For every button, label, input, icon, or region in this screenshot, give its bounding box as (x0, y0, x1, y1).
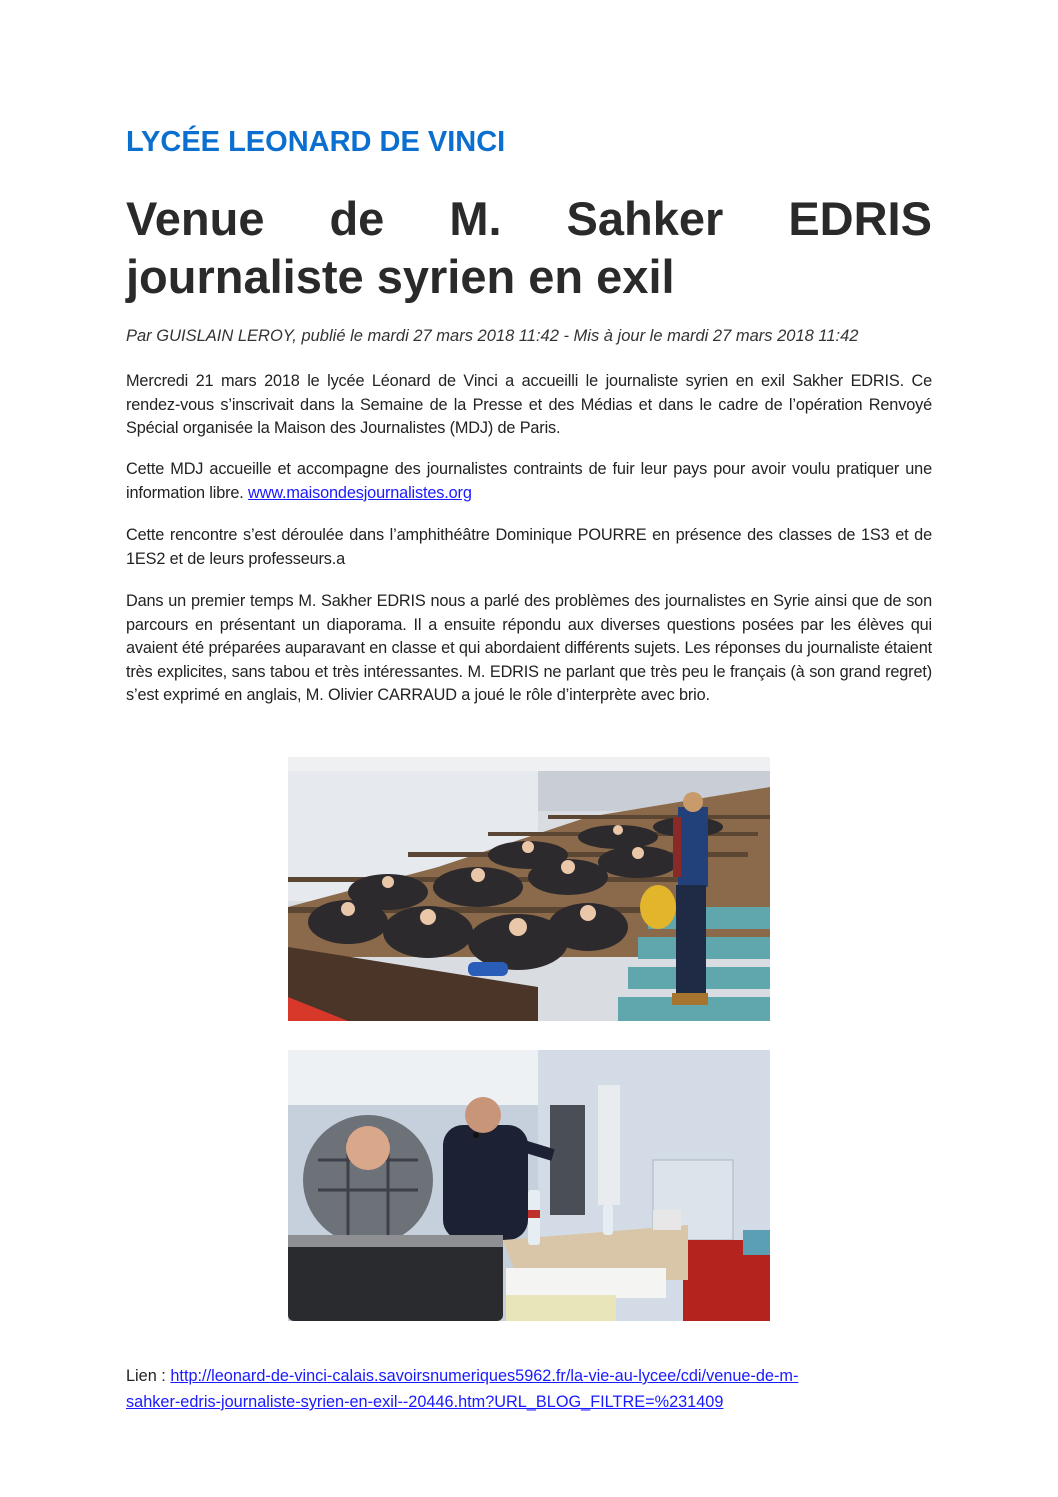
source-link-paragraph (126, 1363, 932, 1415)
title-word: de (329, 192, 385, 245)
paragraph-mdj (126, 458, 932, 505)
mdj-website-link[interactable]: www.maisondesjournalistes.org (248, 483, 472, 502)
photo-speaker-microphone (288, 1050, 770, 1321)
photo-amphitheatre-students (288, 757, 770, 1021)
source-link-label: Lien : (126, 1367, 171, 1385)
title-line-2: journaliste syrien en exil (126, 250, 675, 303)
source-link-line-2[interactable]: sahker-edris-journaliste-syrien-en-exil--20446.htm?URL_BLOG_FILTRE=%231409 (126, 1393, 724, 1411)
paragraph-venue: Cette rencontre s’est déroulée dans l’amphithéâtre Dominique POURRE en présence des classes de 1S3 et de 1ES2 et de leurs professeurs.a (126, 526, 932, 568)
paragraph-details: Dans un premier temps M. Sakher EDRIS nous a parlé des problèmes des journalistes en Syrie ainsi que de son parcours en présentant un diaporama. Il a ensuite répondu aux diverses questions posées par les élèves qui avaient été préparées auparavant en classe et qui abordaient différents sujets. Les réponses du journaliste étaient très explicites, sans tabou et très intéressantes. M. EDRIS ne parlant que très peu le français (à son grand regret) s’est exprimé en anglais, M. Olivier CARRAUD a joué le rôle d’interprète avec brio. (126, 592, 932, 704)
title-word: Sahker (566, 192, 724, 245)
title-word: EDRIS (788, 192, 932, 245)
school-heading: LYCÉE LEONARD DE VINCI (126, 126, 506, 158)
byline: Par GUISLAIN LEROY, publié le mardi 27 mars 2018 11:42 - Mis à jour le mardi 27 mars 2018 11:42 (126, 327, 859, 345)
title-word: M. (449, 192, 502, 245)
source-link-line-1[interactable]: http://leonard-de-vinci-calais.savoirsnumeriques5962.fr/la-vie-au-lycee/cdi/venue-de-m- (170, 1367, 799, 1385)
paragraph-intro: Mercredi 21 mars 2018 le lycée Léonard de Vinci a accueilli le journaliste syrien en exil Sakher EDRIS. Ce rendez-vous s’inscrivait dans la Semaine de la Presse et des Médias et dans le cadre de l’opération Renvoyé Spécial organisée la Maison des Journalistes (MDJ) de Paris. (126, 372, 932, 437)
title-word: Venue (126, 192, 265, 245)
title-line-1 (126, 190, 932, 248)
article-title (126, 190, 932, 306)
paragraph-mdj-text: Cette MDJ accueille et accompagne des journalistes contraints de fuir leur pays pour avoir voulu pratiquer une information libre. (126, 460, 932, 502)
source-link[interactable] (126, 1367, 798, 1411)
